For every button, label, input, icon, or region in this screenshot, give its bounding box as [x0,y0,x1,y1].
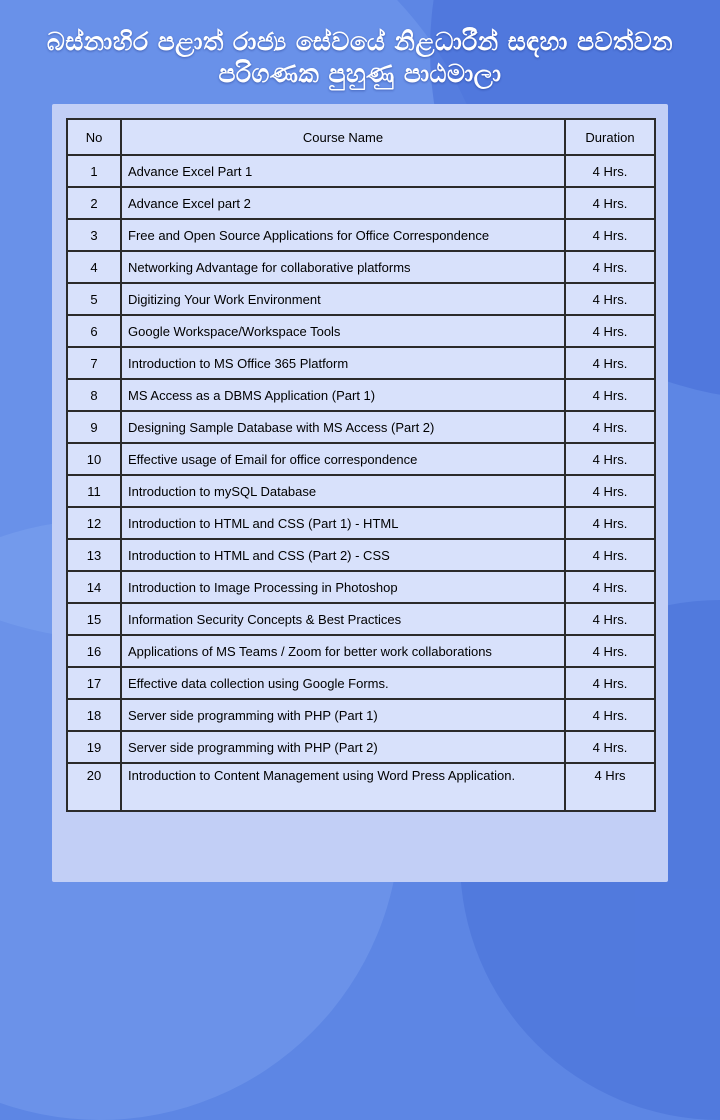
cell-no: 1 [67,155,121,187]
cell-course-name: Introduction to Image Processing in Photoshop [121,571,565,603]
cell-course-name: MS Access as a DBMS Application (Part 1) [121,379,565,411]
table-row [67,507,655,539]
cell-duration: 4 Hrs. [565,571,655,603]
cell-course-name: Introduction to Content Management using Word Press Application. [121,763,565,811]
cell-duration: 4 Hrs. [565,251,655,283]
cell-duration: 4 Hrs. [565,603,655,635]
cell-no: 6 [67,315,121,347]
table-row [67,571,655,603]
table-row [67,539,655,571]
cell-duration: 4 Hrs. [565,379,655,411]
cell-no: 16 [67,635,121,667]
table-row [67,155,655,187]
cell-no: 17 [67,667,121,699]
cell-no: 11 [67,475,121,507]
cell-duration: 4 Hrs. [565,219,655,251]
table-row [67,635,655,667]
cell-course-name: Introduction to HTML and CSS (Part 1) - HTML [121,507,565,539]
page-title-line-2: පරිගණක පුහුණු පාඨමාලා [218,59,502,88]
table-row [67,283,655,315]
table-row [67,475,655,507]
cell-duration: 4 Hrs. [565,699,655,731]
cell-duration: 4 Hrs. [565,347,655,379]
table-row [67,187,655,219]
cell-no: 13 [67,539,121,571]
cell-course-name: Server side programming with PHP (Part 1) [121,699,565,731]
cell-duration: 4 Hrs. [565,539,655,571]
cell-course-name: Information Security Concepts & Best Practices [121,603,565,635]
table-row [67,667,655,699]
table-row [67,411,655,443]
cell-duration: 4 Hrs. [565,667,655,699]
cell-course-name: Digitizing Your Work Environment [121,283,565,315]
cell-course-name: Free and Open Source Applications for Office Correspondence [121,219,565,251]
cell-course-name: Introduction to mySQL Database [121,475,565,507]
cell-no: 8 [67,379,121,411]
table-row [67,251,655,283]
table-row [67,699,655,731]
cell-course-name: Effective data collection using Google Forms. [121,667,565,699]
cell-no: 10 [67,443,121,475]
cell-duration: 4 Hrs. [565,443,655,475]
cell-duration: 4 Hrs [565,763,655,811]
cell-no: 12 [67,507,121,539]
course-table-panel [52,104,668,882]
cell-duration: 4 Hrs. [565,315,655,347]
table-row [67,315,655,347]
cell-no: 20 [67,763,121,811]
cell-course-name: Advance Excel part 2 [121,187,565,219]
cell-duration: 4 Hrs. [565,155,655,187]
cell-no: 3 [67,219,121,251]
cell-course-name: Introduction to MS Office 365 Platform [121,347,565,379]
header-no: No [67,119,121,155]
cell-course-name: Networking Advantage for collaborative platforms [121,251,565,283]
table-row [67,379,655,411]
course-table [66,118,656,812]
table-row [67,763,655,811]
cell-duration: 4 Hrs. [565,731,655,763]
cell-no: 15 [67,603,121,635]
cell-no: 5 [67,283,121,315]
cell-duration: 4 Hrs. [565,475,655,507]
cell-course-name: Advance Excel Part 1 [121,155,565,187]
cell-no: 9 [67,411,121,443]
header-duration: Duration [565,119,655,155]
table-row [67,219,655,251]
table-body [67,155,655,811]
cell-duration: 4 Hrs. [565,507,655,539]
cell-no: 4 [67,251,121,283]
cell-duration: 4 Hrs. [565,283,655,315]
cell-course-name: Effective usage of Email for office correspondence [121,443,565,475]
cell-no: 2 [67,187,121,219]
cell-duration: 4 Hrs. [565,187,655,219]
cell-course-name: Server side programming with PHP (Part 2) [121,731,565,763]
table-row [67,731,655,763]
cell-no: 18 [67,699,121,731]
cell-course-name: Google Workspace/Workspace Tools [121,315,565,347]
cell-no: 14 [67,571,121,603]
cell-course-name: Applications of MS Teams / Zoom for better work collaborations [121,635,565,667]
table-row [67,603,655,635]
cell-duration: 4 Hrs. [565,411,655,443]
cell-no: 19 [67,731,121,763]
cell-course-name: Introduction to HTML and CSS (Part 2) - CSS [121,539,565,571]
table-row [67,443,655,475]
cell-no: 7 [67,347,121,379]
cell-course-name: Designing Sample Database with MS Access (Part 2) [121,411,565,443]
table-header-row [67,119,655,155]
header-course-name: Course Name [121,119,565,155]
table-row [67,347,655,379]
page-title [0,26,720,90]
cell-duration: 4 Hrs. [565,635,655,667]
page-title-line-1: බස්නාහිර පළාත් රාජ්‍ය සේවයේ නිළධාරීන් සඳහා පවත්වන [46,27,674,56]
